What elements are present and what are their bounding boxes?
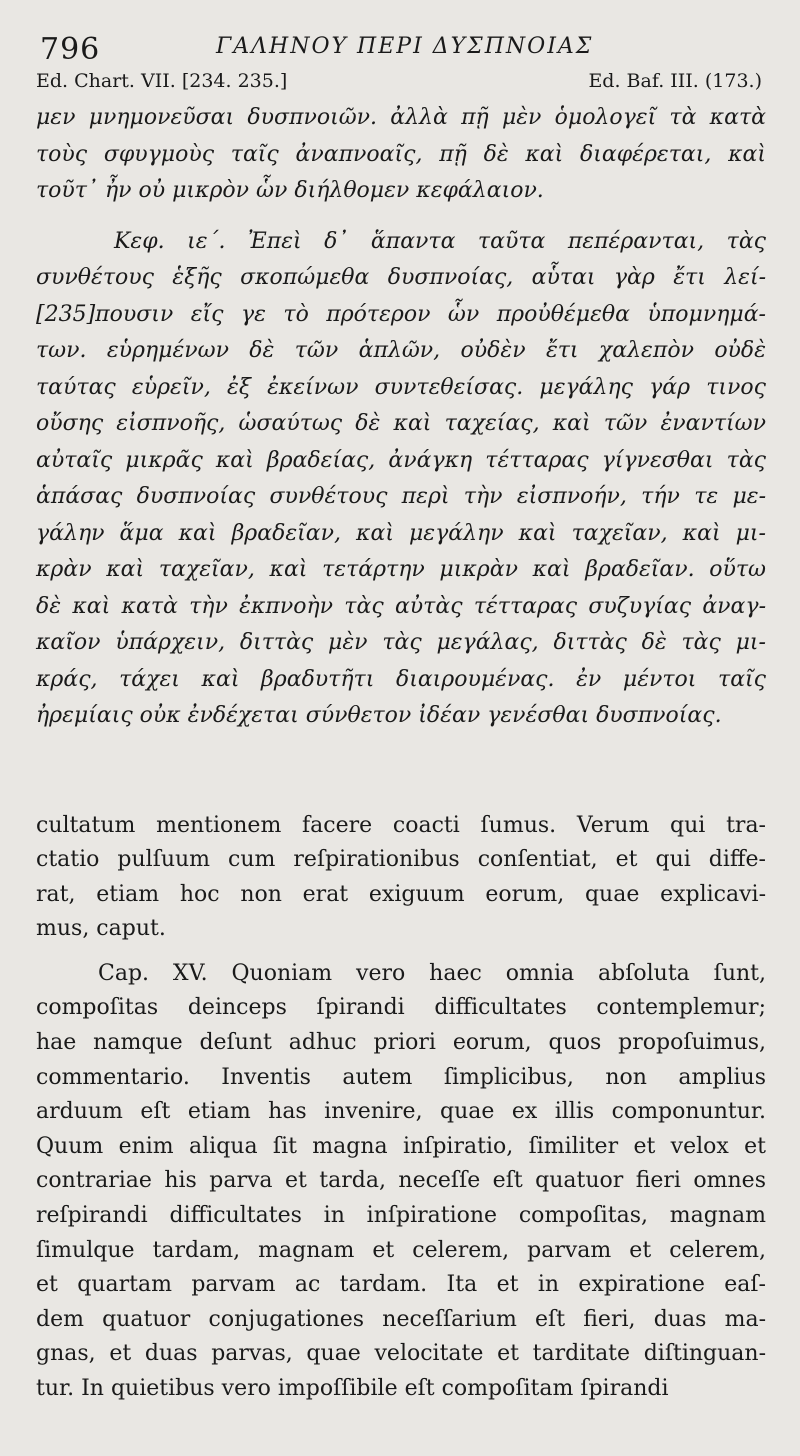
edition-line: [36, 70, 766, 98]
text-line: κράς, τάχει καὶ βραδυτῆτι διαιρουμένας. ἐν μέντοι ταῖς: [36, 666, 766, 692]
text-line: των. εὑρημένων δὲ τῶν ἁπλῶν, οὐδὲν ἔτι χαλεπὸν οὐδὲ: [36, 338, 766, 363]
greek-text: [36, 100, 766, 735]
text-line: τοῦτ᾽ ἦν οὐ μικρὸν ὧν διήλθομεν κεφάλαιον.: [36, 178, 544, 203]
text-line: compoſitas deinceps ſpirandi difficultates contemplemur;: [36, 995, 766, 1021]
latin-text: [36, 809, 766, 1407]
text-line: et quartam parvam ac tardam. Ita et in expiratione eaſ-: [36, 1272, 766, 1298]
text-line: reſpirandi difficultates in inſpiratione compoſitas, magnam: [36, 1203, 766, 1229]
edition-right: Ed. Baf. III. (173.): [588, 70, 762, 92]
text-line: contrariae his parva et tarda, neceſſe eſt quatuor fieri omnes: [36, 1168, 766, 1194]
text-line: συνθέτους ἑξῆς σκοπώμεθα δυσπνοίας, αὗται γὰρ ἔτι λεί-: [36, 265, 766, 290]
text-line: Cap. XV. Quoniam vero haec omnia abſoluta ſunt,: [98, 960, 766, 986]
text-line: Κεφ. ιε΄. Ἐπεὶ δ᾽ ἅπαντα ταῦτα πεπέρανται, τὰς: [114, 228, 766, 254]
text-line: μεν μνημονεῦσαι δυσπνοιῶν. ἀλλὰ πῇ μὲν ὁμολογεῖ τὰ κατὰ: [36, 105, 766, 130]
text-line: cultatum mentionem facere coacti ſumus. Verum qui tra-: [36, 812, 766, 838]
text-line: κρὰν καὶ ταχεῖαν, καὶ τετάρτην μικρὰν καὶ βραδεῖαν. οὕτω: [36, 557, 766, 582]
text-line: γάλην ἅμα καὶ βραδεῖαν, καὶ μεγάλην καὶ ταχεῖαν, καὶ μι-: [36, 520, 766, 546]
text-line: commentario. Inventis autem ſimplicibus, non amplius: [36, 1064, 766, 1090]
text-line: ἁπάσας δυσπνοίας συνθέτους περὶ τὴν εἰσπνοήν, τήν τε με-: [36, 484, 766, 509]
text-line: ſimulque tardam, magnam et celerem, parvam et celerem,: [36, 1237, 766, 1263]
text-line: dem quatuor conjugationes neceſſarium eſt fieri, duas ma-: [36, 1306, 766, 1332]
text-line: hae namque deſunt adhuc priori eorum, quos propoſuimus,: [36, 1030, 766, 1056]
text-line: ἠρεμίαις οὐκ ἐνδέχεται σύνθετον ἰδέαν γενέσθαι δυσπνοίας.: [36, 703, 722, 728]
text-line: αὐταῖς μικρᾶς καὶ βραδείας, ἀνάγκη τέτταρας γίγνεσθαι τὰς: [36, 447, 766, 473]
edition-left: Ed. Chart. VII. [234. 235.]: [36, 70, 288, 92]
running-head: [36, 30, 766, 66]
text-line: mus, caput.: [36, 916, 166, 942]
text-line: arduum eſt etiam has invenire, quae ex illis componuntur.: [36, 1099, 766, 1125]
text-line: gnas, et duas parvas, quae velocitate et tarditate diſtinguan-: [36, 1341, 766, 1367]
text-line: Quum enim aliqua ſit magna inſpiratio, ſimiliter et velox et: [36, 1133, 766, 1159]
text-line: οὔσης εἰσπνοῆς, ὡσαύτως δὲ καὶ ταχείας, καὶ τῶν ἐναντίων: [36, 411, 766, 436]
text-line: ταύτας εὑρεῖν, ἐξ ἐκείνων συντεθείσας. μεγάλης γάρ τινος: [36, 374, 766, 400]
text-line: δὲ καὶ κατὰ τὴν ἐκπνοὴν τὰς αὐτὰς τέτταρας συζυγίας ἀναγ-: [36, 593, 766, 619]
running-title: ΓΑΛΗΝΟΥ ΠΕΡΙ ΔΥΣΠΝΟΙΑΣ: [216, 34, 594, 59]
text-line: τοὺς σφυγμοὺς ταῖς ἀναπνοαῖς, πῇ δὲ καὶ διαφέρεται, καὶ: [36, 141, 766, 167]
text-line: καῖον ὑπάρχειν, διττὰς μὲν τὰς μεγάλας, διττὰς δὲ τὰς μι-: [36, 630, 766, 655]
page-number: 796: [40, 32, 101, 67]
text-line: rat, etiam hoc non erat exiguum eorum, quae explicavi-: [36, 881, 766, 907]
text-line: tur. In quietibus vero impoſſibile eſt compoſitam ſpirandi: [36, 1376, 669, 1401]
text-line: [235]πουσιν εἴς γε τὸ πρότερον ὧν προὐθέμεθα ὑπομνημά-: [36, 301, 766, 327]
text-line: ctatio pulſuum cum reſpirationibus conſentiat, et qui diffe-: [36, 847, 766, 873]
